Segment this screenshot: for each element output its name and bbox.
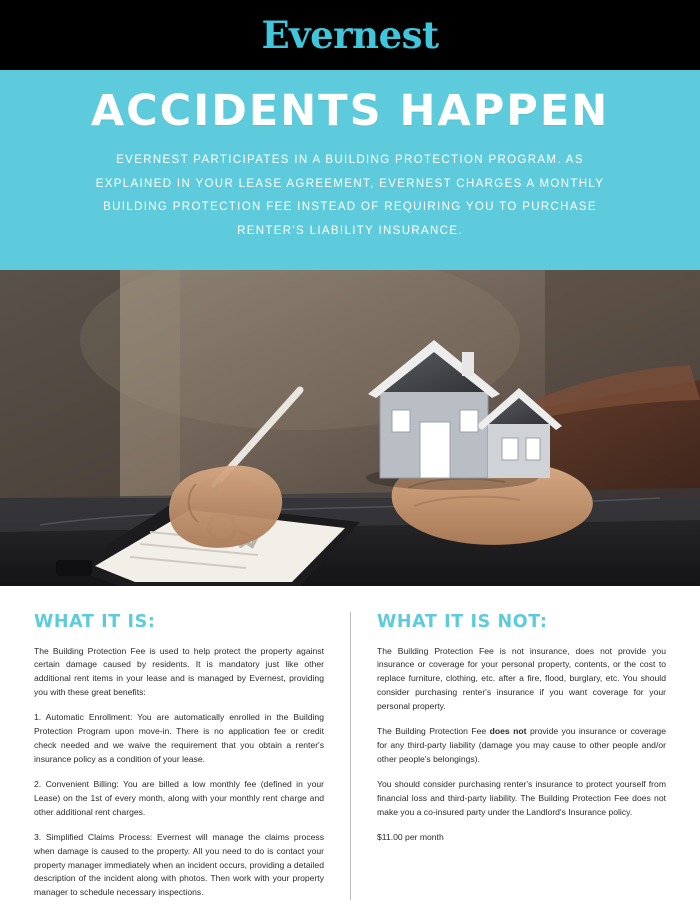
header-logo-band (0, 0, 700, 70)
info-columns (0, 586, 700, 906)
page-title: ACCIDENTS HAPPEN (90, 86, 610, 136)
location-pin-icon (357, 1, 370, 19)
paragraph-2-before: The Building Protection Fee (377, 726, 490, 737)
hero-photo (0, 270, 700, 586)
what-it-is-not-paragraph-1: The Building Protection Fee is not insurance, does not provide you insurance or coverage for your personal property, contents, or the cost to replace furniture, clothing, etc. after a fire, flood, burglary, etc. You should consider purchasing renter's insurance if you want coverage for your personal property. (377, 645, 666, 712)
logo-wordmark: Evernest (261, 12, 439, 57)
what-it-is-column (34, 612, 350, 901)
photo-illustration (0, 270, 700, 586)
what-it-is-paragraph-2: 1. Automatic Enrollment: You are automatically enrolled in the Building Protection Program upon move-in. There is no application fee or credit check needed and we waive the requirement that you obtain a renter's insurance policy as a condition of your lease. (34, 712, 324, 764)
what-it-is-not-paragraph-2 (377, 725, 666, 767)
hero-subtitle: EVERNEST PARTICIPATES IN A BUILDING PROTECTION PROGRAM. AS EXPLAINED IN YOUR LEASE AGREEMENT, EVERNEST CHARGES A MONTHLY BUILDING PROTECTION FEE INSTEAD OF REQUIRING YOU TO PURCHASE RENTER'S LIABILITY INSURANCE. (95, 154, 605, 237)
what-it-is-paragraph-4: 3. Simplified Claims Process: Evernest will manage the claims process when damage is caused to the property. All you need to do is contact your property manager immediately when an incident occurs, providing a detailed description of the incident along with photos. Then work with your property manager to schedule necessary inspections. (34, 831, 324, 898)
evernest-logo (261, 12, 439, 57)
what-it-is-not-paragraph-3: You should consider purchasing renter's insurance to protect yourself from financial loss and third-party liability. The Building Protection Fee does not make you a co-insured party under the Landlord's Insurance policy. (377, 778, 666, 817)
monthly-price: $11.00 per month (377, 831, 444, 842)
what-it-is-title: WHAT IT IS: (34, 611, 156, 632)
paragraph-2-after: provide you insurance or coverage for any third-party liability (damage you may cause to other people and/or other people's belongings). (377, 726, 666, 764)
hero-banner (0, 70, 700, 270)
paragraph-2-emphasis: does not (489, 726, 527, 737)
what-it-is-not-title: WHAT IT IS NOT: (377, 611, 548, 632)
what-it-is-paragraph-1: The Building Protection Fee is used to help protect the property against certain damage caused by residents. It is mandatory just like other additional rent items in your lease and is managed by Evernest, providing you with these great benefits: (34, 645, 324, 698)
what-it-is-not-column (350, 612, 666, 901)
what-it-is-paragraph-3: 2. Convenient Billing: You are billed a low monthly fee (defined in your Lease) on the 1st of every month, along with your monthly rent charge and other additional rent charges. (34, 778, 324, 817)
